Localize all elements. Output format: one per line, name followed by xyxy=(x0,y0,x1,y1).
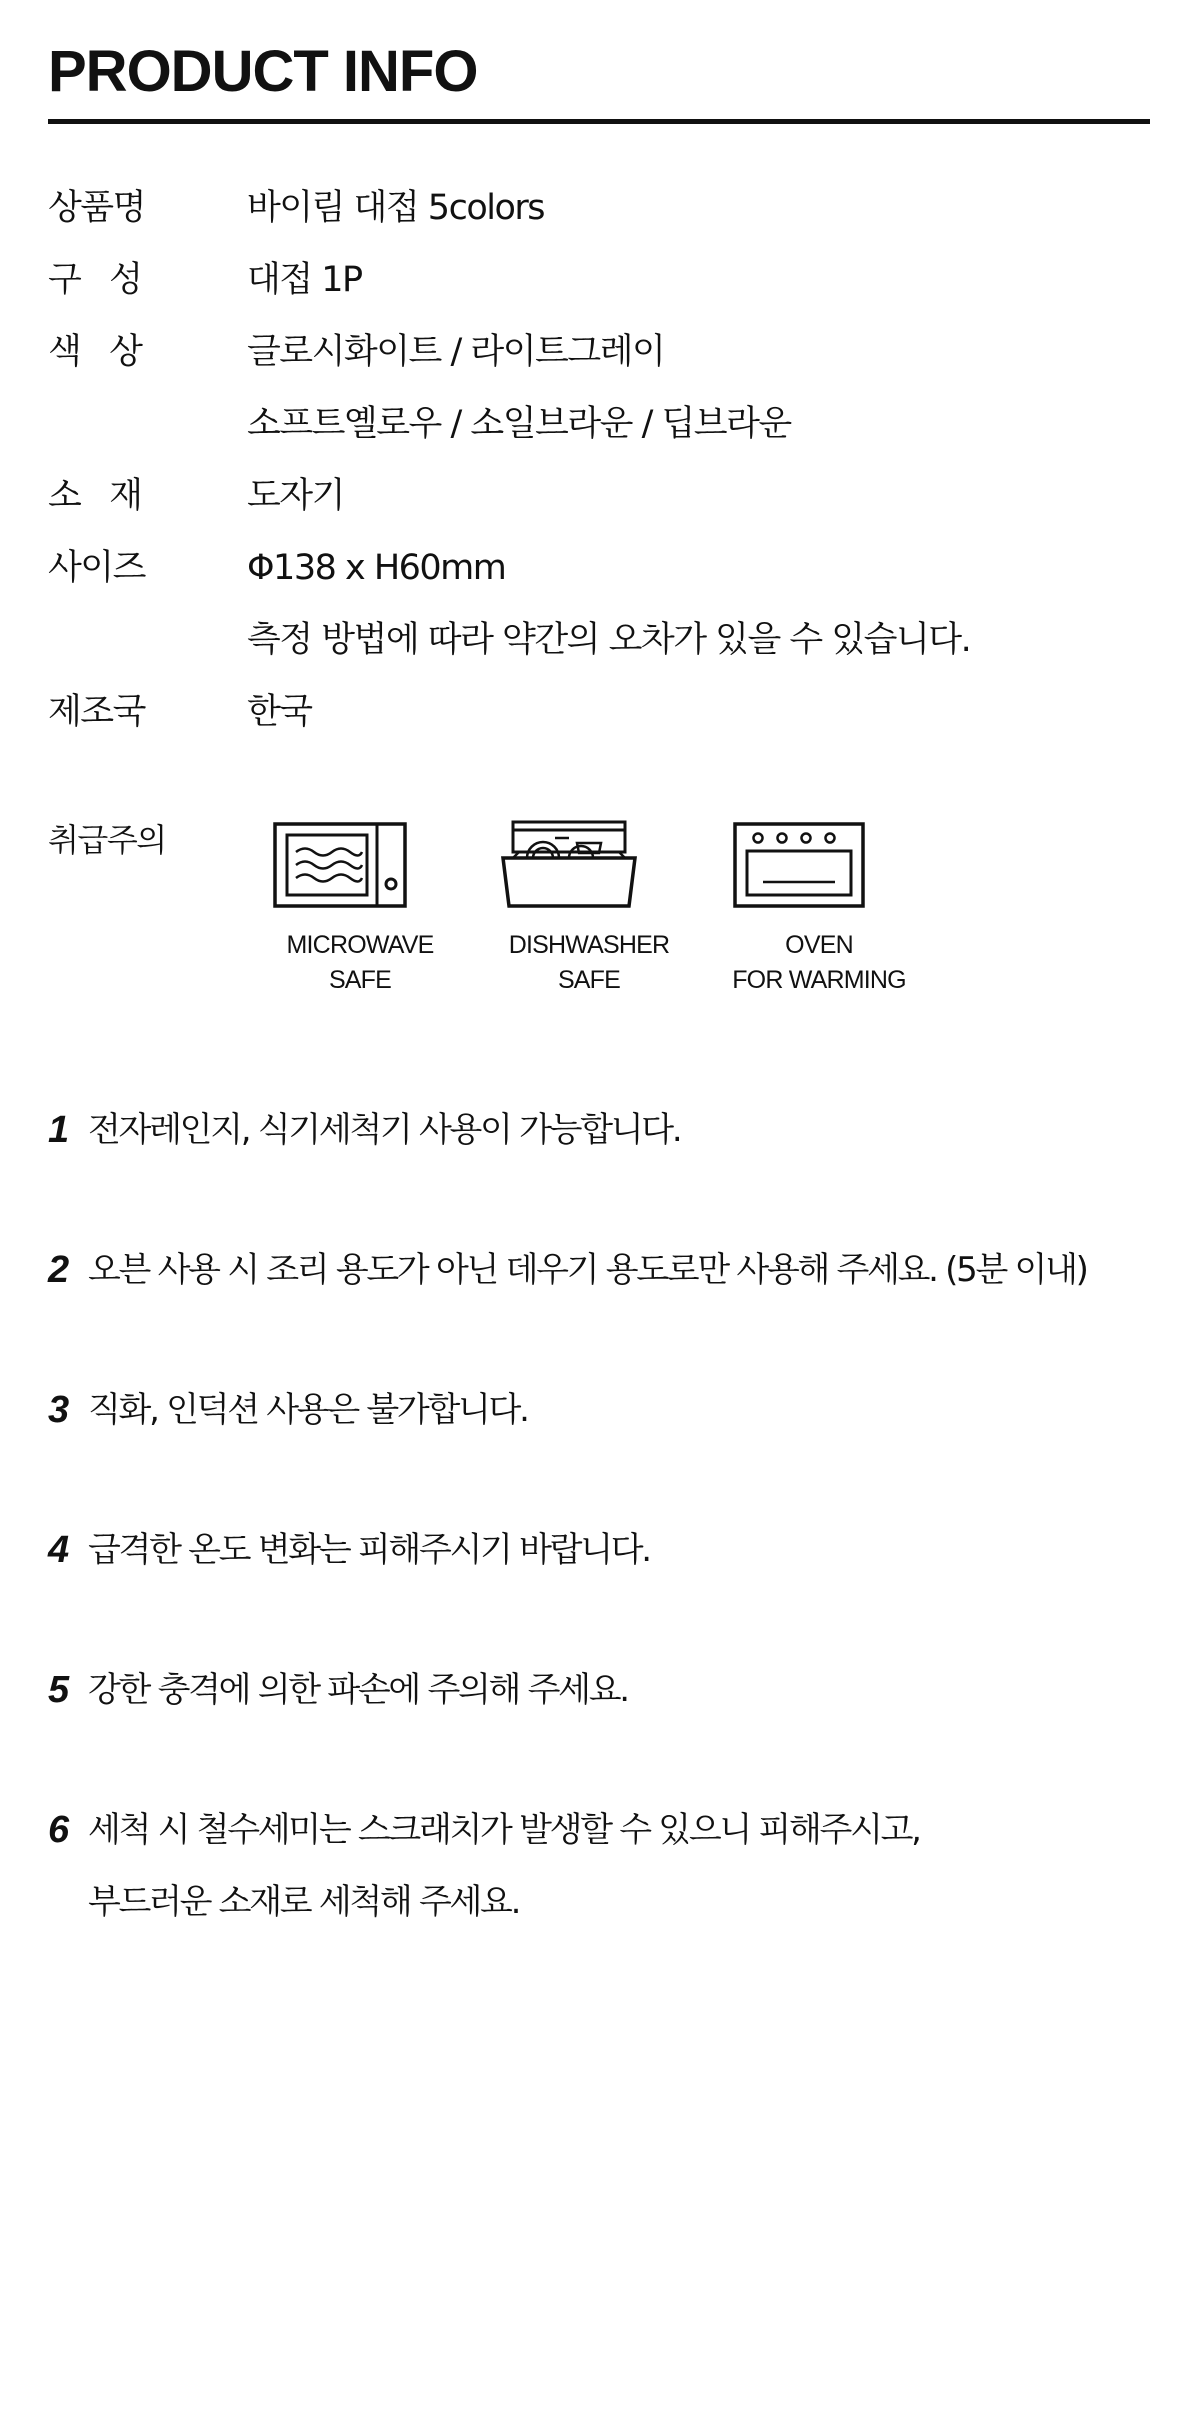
spec-label-color: 색 상 xyxy=(48,332,142,372)
note-text: 오븐 사용 시 조리 용도가 아닌 데우기 용도로만 사용해 주세요. (5분 이내) xyxy=(88,1250,1087,1290)
oven-icon xyxy=(729,818,869,912)
care-microwave-line2: SAFE xyxy=(328,966,392,994)
spec-label-composition: 구 성 xyxy=(48,260,142,300)
care-oven-line1: OVEN xyxy=(785,931,853,959)
spec-value-origin: 한국 xyxy=(247,692,312,732)
note-number: 3 xyxy=(48,1389,70,1431)
spec-value-color-cont: 소프트옐로우 / 소일브라운 / 딥브라운 xyxy=(247,404,791,444)
spec-value-size: Φ138 x H60mm xyxy=(247,548,506,588)
spec-label-origin: 제조국 xyxy=(48,692,145,732)
note-number: 1 xyxy=(48,1109,70,1151)
title-divider xyxy=(48,119,1150,124)
care-dishwasher-line1: DISHWASHER xyxy=(508,931,670,959)
note-text-cont: 부드러운 소재로 세척해 주세요. xyxy=(88,1882,520,1922)
microwave-icon xyxy=(270,818,410,912)
note-text: 급격한 온도 변화는 피해주시기 바랍니다. xyxy=(88,1530,650,1570)
note-number: 5 xyxy=(48,1669,70,1711)
care-item-microwave xyxy=(270,818,450,994)
spec-value-product-name: 바이림 대접 5colors xyxy=(247,188,544,228)
note-text: 직화, 인덕션 사용은 불가합니다. xyxy=(88,1390,528,1430)
care-label: 취급주의 xyxy=(48,821,166,859)
spec-value-color: 글로시화이트 / 라이트그레이 xyxy=(247,332,665,372)
spec-label-size: 사이즈 xyxy=(48,548,145,588)
note-text: 세척 시 철수세미는 스크래치가 발생할 수 있으니 피해주시고, xyxy=(88,1810,920,1850)
care-item-dishwasher xyxy=(499,818,679,994)
dishwasher-icon xyxy=(499,818,639,912)
note-number: 4 xyxy=(48,1529,70,1571)
spec-label-product-name: 상품명 xyxy=(48,188,145,228)
page-title: PRODUCT INFO xyxy=(48,39,478,104)
note-text: 전자레인지, 식기세척기 사용이 가능합니다. xyxy=(88,1110,681,1150)
care-oven-line2: FOR WARMING xyxy=(732,966,906,994)
spec-value-material: 도자기 xyxy=(247,476,344,516)
note-text: 강한 충격에 의한 파손에 주의해 주세요. xyxy=(88,1670,628,1710)
note-number: 6 xyxy=(48,1809,70,1851)
spec-value-composition: 대접 1P xyxy=(247,260,362,300)
care-microwave-line1: MICROWAVE xyxy=(286,931,434,959)
spec-label-material: 소 재 xyxy=(48,476,142,516)
care-dishwasher-line2: SAFE xyxy=(557,966,621,994)
note-number: 2 xyxy=(48,1249,70,1291)
care-item-oven xyxy=(729,818,909,994)
spec-value-size-note: 측정 방법에 따라 약간의 오차가 있을 수 있습니다. xyxy=(247,620,971,660)
